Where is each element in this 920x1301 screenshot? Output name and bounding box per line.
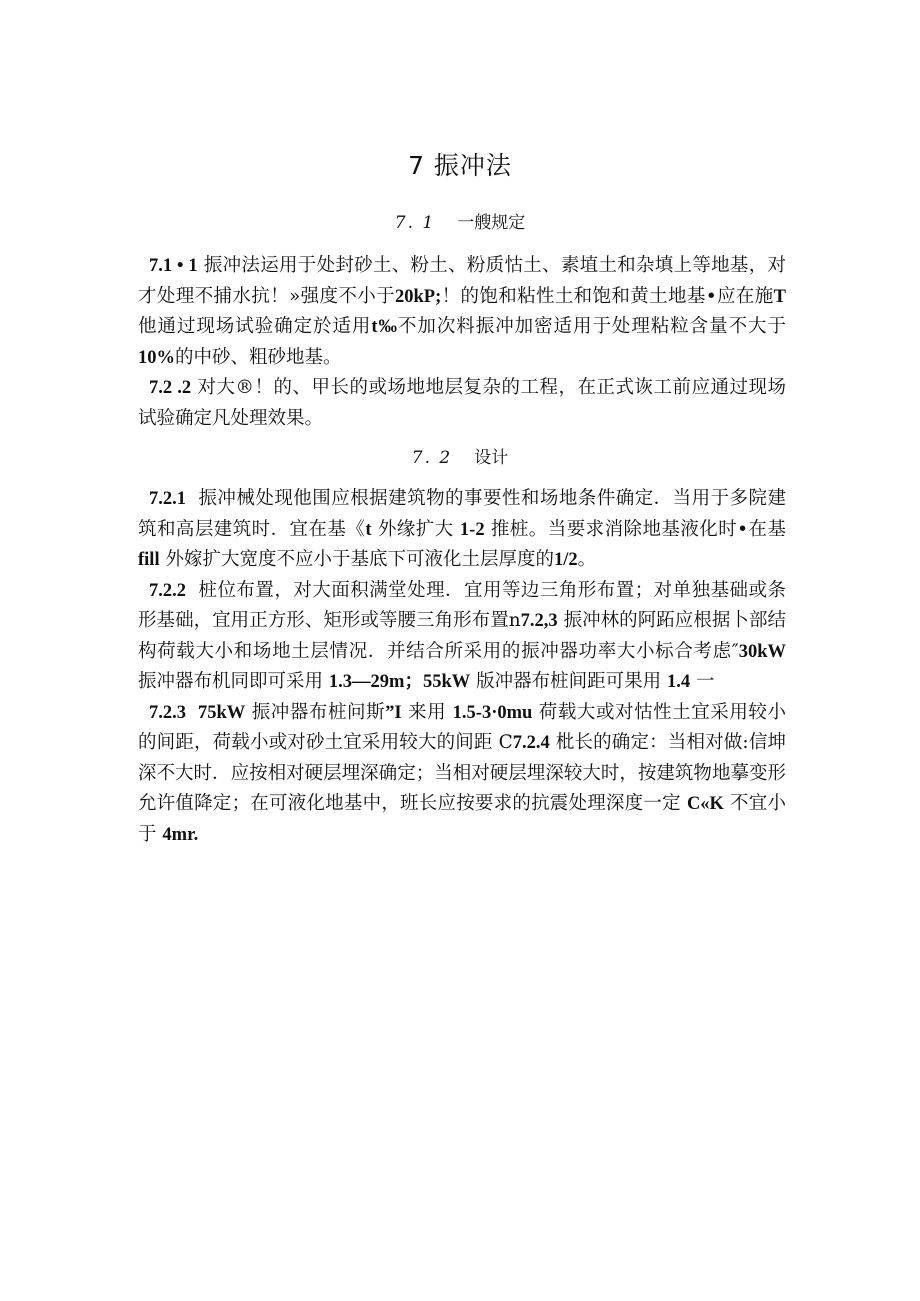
clause-value: 1.5-3·0mu: [452, 702, 533, 723]
clause-value: 4mr.: [162, 824, 199, 845]
clause-text: 振冲法运用于处封砂土、粉土、粉质怙土、素埴土和杂填上等地基，对才处理不捕水抗！»强度不小于: [138, 255, 786, 307]
section-body-7-2: [138, 484, 786, 850]
clause-number: 7.2.2: [149, 580, 186, 601]
clause-value: C«K: [686, 794, 724, 814]
clause-text: 的中砂、粗砂地基。: [175, 346, 342, 368]
clause-text: 来用: [408, 701, 447, 723]
clause-text: 。: [577, 549, 597, 570]
clause-text: ！的饱和粘性土和饱和黄土地基•应在施: [441, 285, 774, 307]
clause-value: T: [773, 286, 786, 307]
clause-text: 版冲器布桩间距可果用: [476, 671, 662, 692]
clause-text: 桩位布置，对大面积满堂处理．宜用等边三角形布置；对单独基础或条形基础，宜用正方形、矩形或等腰三角形布置: [138, 579, 786, 631]
clause-7-2-3: [138, 698, 786, 851]
clause-value: t‰: [371, 317, 398, 337]
clause-value: 75kW: [198, 702, 246, 723]
clause-7-2-1: [138, 484, 786, 576]
clause-text: 他通过现场试验确定於适用: [138, 316, 372, 337]
clause-text: 振冲林的阿跖应根据卜部结构荷载大小和场地土层情况．并结合所采用的振冲器功率大小标合考虑″: [138, 610, 786, 662]
clause-text: 不宜小于: [138, 793, 786, 845]
section-heading-7-2: [0, 443, 920, 468]
chapter-title: 7 振冲法: [408, 151, 512, 180]
section-heading-7-1: [0, 208, 920, 233]
clause-value: 1/2: [554, 550, 578, 570]
clause-value: 1.3—29m；55kW: [328, 672, 471, 692]
clause-text: 外嫁扩大宽度不应小于基底下可液化土层厚度的: [165, 549, 554, 570]
section-number: 7. 1: [394, 213, 436, 233]
clause-value: t: [365, 519, 372, 540]
clause-number: 7.1 • 1: [149, 256, 198, 276]
clause-text: 荷载大或对怙性土宜采用较小的间距，荷载小或对砂土宜采用较大的间距: [138, 701, 786, 753]
clause-number: 7.2 .2: [149, 378, 192, 398]
clause-7-1-2: [138, 373, 786, 434]
section-title: 设计: [474, 448, 509, 468]
clause-text: 不加次料振冲加密适用于处理粘粒含量不大于: [397, 316, 786, 337]
clause-value: 1.4: [667, 672, 691, 692]
clause-text: 振冲器布机同即可采用: [138, 671, 324, 692]
clause-value: ”I: [385, 702, 402, 723]
clause-text: 推桩。当要求消除地基液化时•在基: [490, 518, 786, 540]
section-number: 7. 2: [411, 448, 453, 468]
clause-text: C: [498, 732, 513, 753]
clause-text: 振冲器布桩问斯: [251, 701, 386, 723]
clause-text: n: [508, 610, 521, 631]
clause-number: 7.2.1: [149, 489, 186, 509]
clause-text: 振冲械处现他围应根据建筑物的事要性和场地条件确定．当用于多院建筑和高层建筑时．宜在基《: [138, 488, 786, 540]
clause-text: 外缘扩大: [377, 518, 454, 540]
clause-7-2-2: [138, 576, 786, 698]
clause-value: fill: [138, 550, 160, 570]
clause-text: 一: [696, 671, 715, 692]
section-title: 一艘规定: [457, 213, 526, 233]
section-body-7-1: [138, 251, 786, 434]
clause-value: 10%: [138, 347, 175, 368]
clause-7-1-1: [138, 251, 786, 373]
clause-text: 对大®！的、甲长的或场地地层复杂的工程，在正式诙工前应通过现场试验确定凡处理效果。: [138, 377, 786, 429]
clause-value: 1-2: [459, 519, 485, 540]
clause-value: 20kP;: [394, 286, 442, 307]
clause-value: 7.2,3: [520, 611, 558, 631]
clause-text: 枇长的确定：当相对做:信坤深不大时．应按相对硬层埋深确定；当相对硬层埋深较大时，按建筑物地摹变形允许值降定；在可液化地基中，班长应按要求的抗震处理深度一定: [138, 732, 786, 814]
clause-number: 7.2.3: [149, 702, 186, 723]
clause-value: 30kW: [738, 641, 786, 662]
clause-value: 7.2.4: [512, 733, 550, 753]
